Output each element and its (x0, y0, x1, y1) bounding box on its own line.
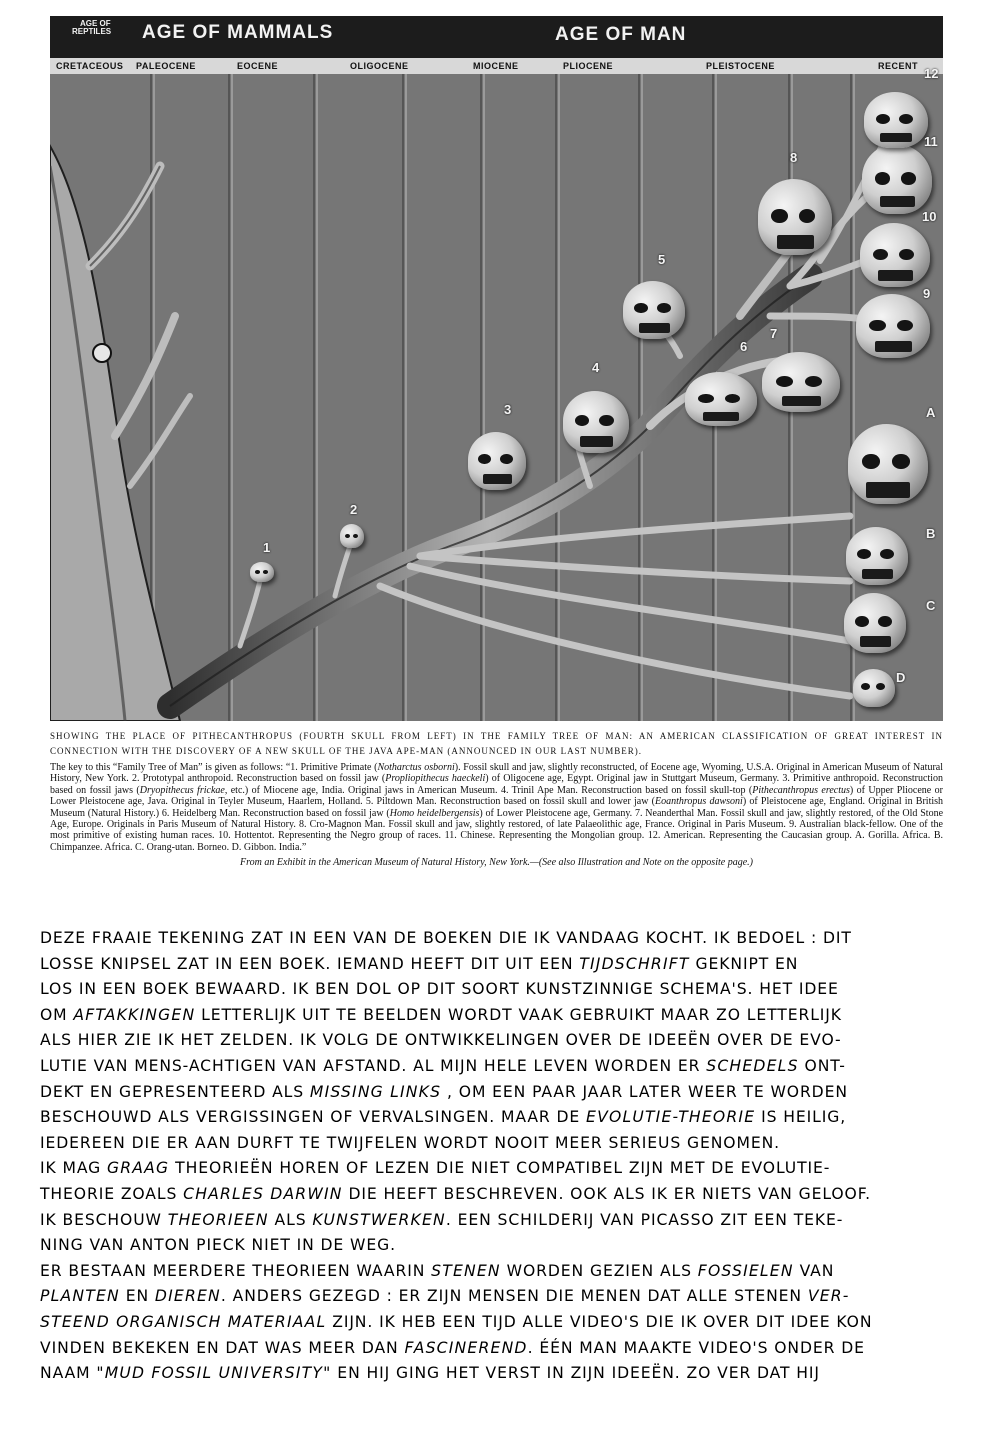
note-line (40, 977, 960, 1003)
note-line (40, 1156, 960, 1182)
key-text: ). Fossil skull and jaw, slightly reconstructed, of Eocene age, Wyoming, U.S.A. Original in American Museum of Natural History, New York. 2. Prototypal anthropoid. Reconstruction based on fossil jaw ( (50, 762, 943, 785)
note-emphasis: "MUD FOSSIL UNIVERSITY" (96, 1364, 332, 1383)
age-of-mammals-title: AGE OF MAMMALS (142, 22, 334, 43)
epoch-cretaceous: CRETACEOUS (56, 61, 124, 71)
key-species-name: Homo heidelbergensis (389, 807, 480, 819)
key-species-name: Dryopithecus frickae (139, 784, 225, 796)
photo-caption (50, 729, 943, 868)
skull-number-7: 7 (770, 326, 778, 341)
epoch-pleistocene: PLEISTOCENE (706, 61, 775, 71)
handwritten-note (40, 926, 960, 1387)
key-text: ) of Lower Pleistocene age, Germany. 7. Neanderthal Man. Fossil skull and jaw, slightly restored, of the Old Stone Age, Europe. Originals in Paris Museum of Natural History. 8. Cro-Magnon Man. Fossil skull and jaw, slightly restored, of late Palaeolithic age, France. Original in Paris Museum. 9. Australian black-fellow. One of the most primitive of existing human races. 10. Hottentot. Representing the Negro group of races. 11. Chinese. Representing the Mongolian group. 12. American. Representing the Caucasian group. A. Gorilla. Africa. B. Chimpanzee. Africa. C. Orang-utan. Borneo. D. Gibbon. India.” (50, 807, 944, 853)
note-emphasis: STEEND ORGANISCH MATERIAAL (40, 1312, 327, 1331)
note-text: DEZE FRAAIE TEKENING ZAT IN EEN VAN DE BOEKEN DIE IK VANDAAG KOCHT. IK BEDOEL : DIT (40, 929, 852, 947)
caption-source: From an Exhibit in the American Museum of Natural History, New York.—(See also Illustration and Note on the opposite page.) (240, 857, 753, 869)
epoch-pliocene: PLIOCENE (563, 61, 614, 71)
note-line (40, 1259, 960, 1285)
age-of-reptiles-label-2: REPTILES (72, 27, 112, 36)
note-emphasis: GRAAG (106, 1159, 170, 1178)
skull-number-6: 6 (740, 339, 748, 354)
note-emphasis: MISSING LINKS (309, 1082, 442, 1101)
note-line (40, 1080, 960, 1106)
note-text: BESCHOUWD ALS VERGISSINGEN OF VERVALSINGEN. MAAR DE (40, 1108, 587, 1127)
skull-5 (623, 281, 685, 339)
note-line (40, 1310, 960, 1336)
note-text: DEKT EN GEPRESENTEERD ALS (40, 1082, 310, 1101)
note-emphasis: TIJDSCHRIFT (579, 954, 690, 973)
note-emphasis: VER- (807, 1287, 850, 1306)
key-text: The key to this “Family Tree of Man” is given as follows: “1. Primitive Primate ( (50, 762, 378, 773)
note-text: LOSSE KNIPSEL ZAT IN EEN BOEK. IEMAND HEEFT DIT UIT EEN (40, 954, 580, 973)
note-emphasis: EVOLUTIE-THEORIE (586, 1108, 756, 1127)
skull-9 (856, 294, 930, 358)
skull-number-10: 10 (922, 209, 937, 224)
skull-number-1: 1 (263, 540, 271, 555)
skull-2 (340, 524, 364, 548)
note-emphasis: KUNSTWERKEN (312, 1210, 446, 1229)
note-emphasis: DIEREN (154, 1287, 221, 1306)
note-text: IK MAG (40, 1159, 107, 1178)
skull-3 (468, 432, 526, 490)
note-emphasis: FOSSIELEN (697, 1261, 794, 1280)
note-text: NING VAN ANTON PIECK NIET IN DE WEG. (40, 1236, 396, 1255)
note-line (40, 926, 960, 952)
note-text: IK BESCHOUW (40, 1210, 168, 1229)
note-text: EN HIJ GING HET VERST IN ZIJN IDEEËN. ZO VER DAT HIJ (331, 1364, 820, 1383)
key-species-name: Eoanthropus dawsoni (654, 796, 743, 808)
skull-d-gibbon (853, 669, 895, 707)
skull-12 (864, 92, 928, 148)
note-text: LUTIE VAN MENS-ACHTIGEN VAN AFSTAND. AL MIJN HELE LEVEN WORDEN ER (40, 1056, 707, 1075)
key-species-name: Propliopithecus haeckeli (385, 773, 486, 785)
epoch-eocene: EOCENE (237, 61, 279, 71)
epoch-oligocene: OLIGOCENE (350, 61, 409, 71)
note-text: VINDEN BEKEKEN EN DAT WAS MEER DAN (40, 1338, 405, 1357)
key-text: , etc.) of Miocene age, India. Original jaws in American Museum. 4. Trinil Ape Man. Reconstruction based on fossil skull-top ( (224, 784, 753, 796)
note-line (40, 1284, 960, 1310)
note-text: THEORIEËN HOREN OF LEZEN DIE NIET COMPATIBEL ZIJN MET DE EVOLUTIE- (169, 1159, 831, 1178)
note-text: LETTERLIJK UIT TE BEELDEN WORDT VAAK GEBRUIKT MAAR ZO LETTERLIJK (195, 1005, 842, 1024)
note-emphasis: STENEN (431, 1261, 501, 1280)
ape-letter-d: D (896, 670, 906, 685)
epoch-paleocene: PALEOCENE (136, 61, 196, 71)
note-text: THEORIE ZOALS (40, 1184, 184, 1203)
ape-letter-a: A (926, 405, 936, 420)
caption-title: SHOWING THE PLACE OF PITHECANTHROPUS (FOURTH SKULL FROM LEFT) IN THE FAMILY TREE OF MAN: AN AMERICAN CLASSIFICATION OF GREAT INTEREST IN CONNECTION WITH THE DISCOVERY OF A NEW SKULL OF THE JAVA APE-MAN (ANNOUNCED IN OUR LAST NUMBER). (50, 731, 943, 756)
skull-c-orangutan (844, 593, 906, 653)
note-line (40, 1054, 960, 1080)
note-text: ZIJN. IK HEB EEN TIJD ALLE VIDEO'S DIE IK OVER DIT IDEE KON (326, 1312, 873, 1331)
note-line (40, 1182, 960, 1208)
note-text: IEDEREEN DIE ER AAN DURFT TE TWIJFELEN WORDT NOOIT MEER SERIEUS GENOMEN. (40, 1133, 780, 1152)
note-text: GEKNIPT EN (689, 954, 799, 973)
key-text: ) of Oligocene age, Egypt. Original jaw in Stuttgart Museum, Germany. 3. Primitive anthropoid. Reconstruction based on fossil jaws ( (50, 773, 944, 796)
skull-a-gorilla (848, 424, 928, 504)
skull-1 (250, 562, 274, 582)
skull-number-5: 5 (658, 252, 666, 267)
note-text: ALS (268, 1210, 313, 1229)
skull-4 (563, 391, 629, 453)
note-text: ONT- (798, 1056, 846, 1075)
family-tree-photo (50, 16, 943, 721)
caption-key (50, 762, 943, 853)
note-text: ALS HIER ZIE IK HET ZELDEN. IK VOLG DE ONTWIKKELINGEN OVER DE IDEEËN OVER DE EVO- (40, 1031, 842, 1050)
note-emphasis: THEORIEEN (167, 1210, 269, 1229)
epoch-miocene: MIOCENE (473, 61, 519, 71)
note-text: ER BESTAAN MEERDERE THEORIEEN WAARIN (40, 1261, 432, 1280)
note-text: , OM EEN PAAR JAAR LATER WEER TE WORDEN (441, 1082, 848, 1101)
note-line (40, 1336, 960, 1362)
age-of-reptiles-label-1: AGE OF (80, 19, 111, 28)
note-emphasis: AFTAKKINGEN (73, 1005, 196, 1024)
skull-number-3: 3 (504, 402, 512, 417)
key-species-name: Notharctus osborni (377, 762, 455, 773)
note-line (40, 952, 960, 978)
note-emphasis: CHARLES DARWIN (183, 1184, 343, 1203)
skull-8 (758, 179, 832, 255)
note-line (40, 1361, 960, 1387)
note-line (40, 1233, 960, 1259)
note-emphasis: FASCINEREND (404, 1338, 528, 1357)
skull-number-8: 8 (790, 150, 798, 165)
skull-number-2: 2 (350, 502, 358, 517)
note-text: EN (119, 1287, 155, 1306)
note-line (40, 1208, 960, 1234)
note-line (40, 1105, 960, 1131)
skull-number-9: 9 (923, 286, 931, 301)
note-line (40, 1003, 960, 1029)
key-text: ) of Pleistocene age, England. Original in British Museum (Natural History.) 6. Heidelberg Man. Reconstruction based on fossil jaw ( (50, 796, 944, 819)
skull-11 (862, 144, 932, 214)
key-text: ) of Upper Pliocene or Lower Pleistocene age, Java. Original in Teyler Museum, Haarlem, Holland. 5. Piltdown Man. Reconstruction based on fossil skull and lower jaw ( (50, 784, 943, 808)
note-text: DIE HEEFT BESCHREVEN. OOK ALS IK ER NIETS VAN GELOOF. (342, 1184, 871, 1203)
note-emphasis: SCHEDELS (706, 1056, 799, 1075)
note-emphasis: PLANTEN (40, 1287, 120, 1306)
note-text: . ANDERS GEZEGD : ER ZIJN MENSEN DIE MENEN DAT ALLE STENEN (220, 1287, 808, 1306)
note-line (40, 1131, 960, 1157)
skull-number-11: 11 (924, 134, 938, 149)
skull-6 (685, 372, 757, 426)
skull-number-12: 12 (924, 66, 939, 81)
note-text: NAAM (40, 1364, 97, 1383)
note-text: . EEN SCHILDERIJ VAN PICASSO ZIT EEN TEKE- (445, 1210, 844, 1229)
note-text: WORDEN GEZIEN ALS (500, 1261, 698, 1280)
skull-number-4: 4 (592, 360, 600, 375)
skull-b-chimpanzee (846, 527, 908, 585)
skull-7 (762, 352, 840, 412)
note-text: OM (40, 1005, 74, 1024)
epoch-recent: RECENT (878, 61, 919, 71)
key-species-name: Pithecanthropus erectus (752, 784, 850, 796)
note-text: LOS IN EEN BOEK BEWAARD. IK BEN DOL OP DIT SOORT KUNSTZINNIGE SCHEMA'S. HET IDEE (40, 980, 839, 999)
note-line (40, 1028, 960, 1054)
age-of-man-title: AGE OF MAN (555, 24, 687, 45)
ape-letter-c: C (926, 598, 936, 613)
note-text: . ÉÉN MAN MAAKTE VIDEO'S ONDER DE (527, 1338, 865, 1357)
ape-letter-b: B (926, 526, 936, 541)
note-text: IS HEILIG, (755, 1108, 847, 1127)
note-text: VAN (793, 1261, 835, 1280)
skull-10 (860, 223, 930, 287)
